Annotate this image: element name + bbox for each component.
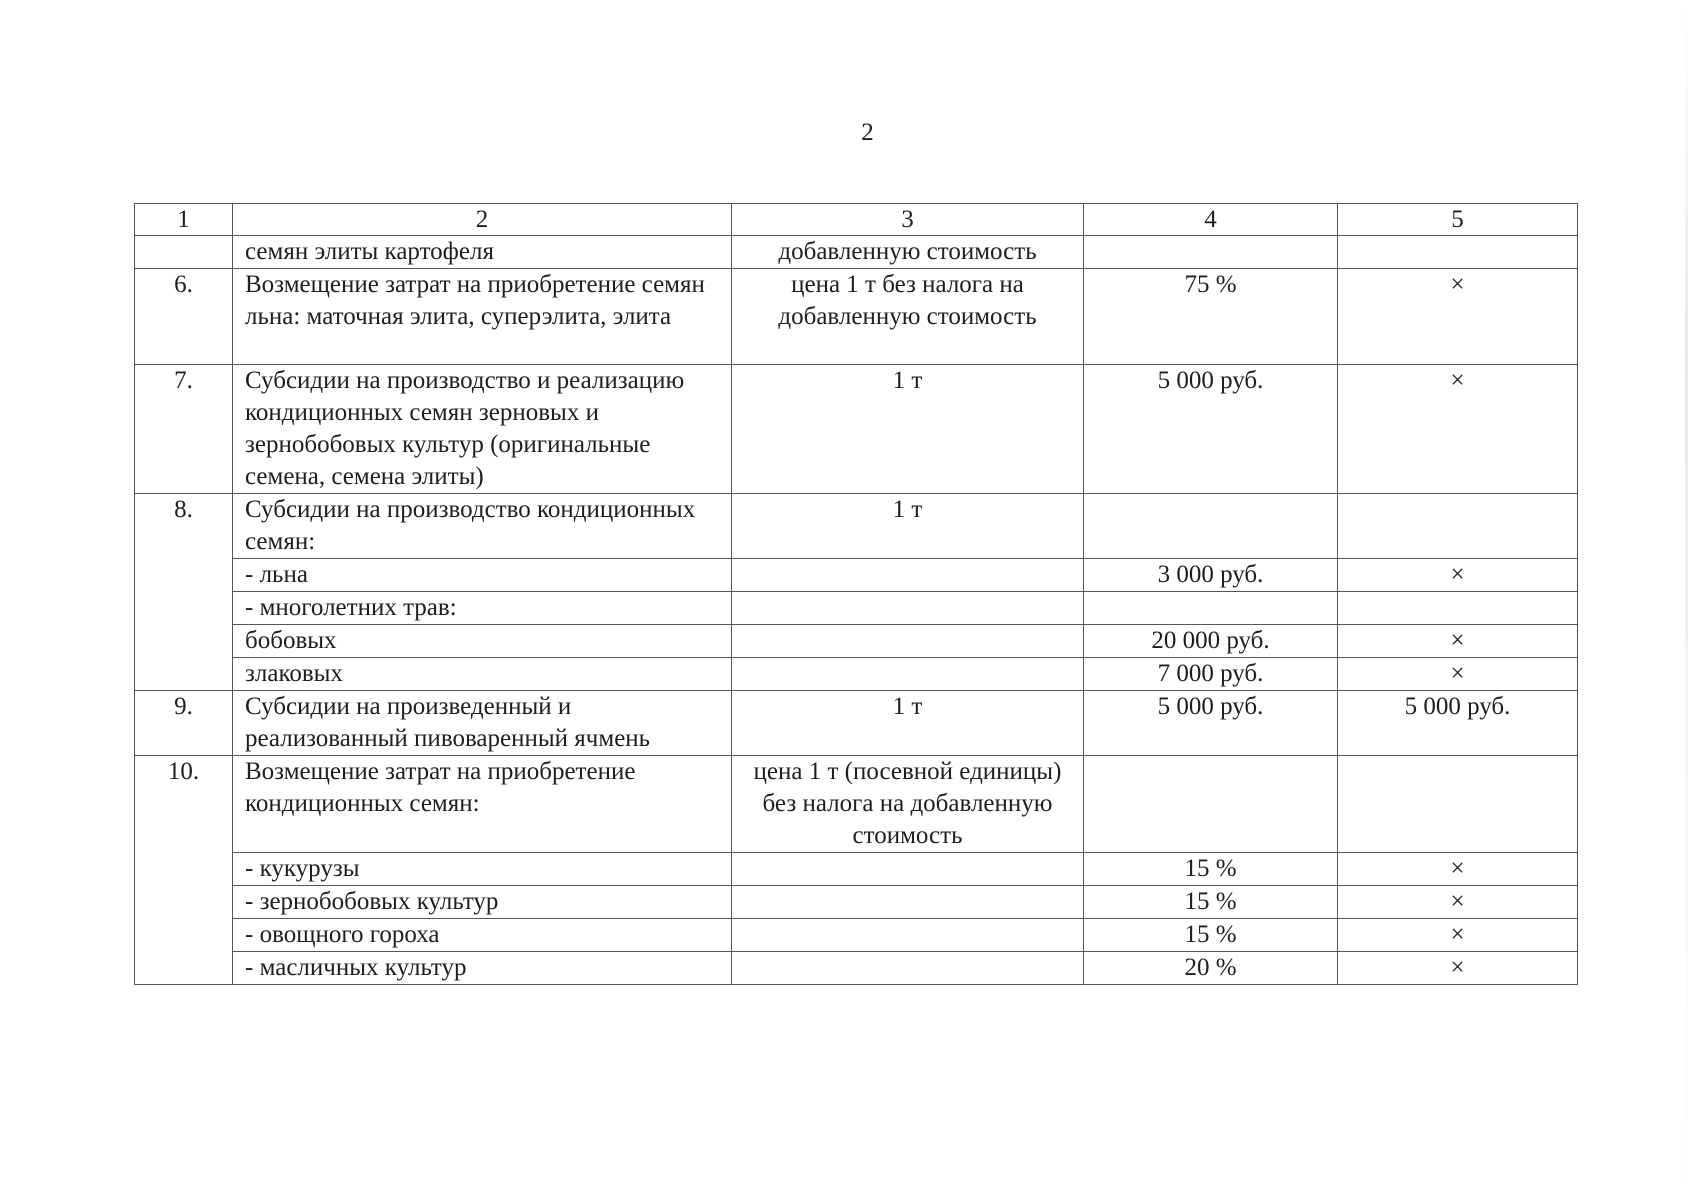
table-row xyxy=(135,559,1578,592)
description-cell: - масличных культур xyxy=(233,952,732,985)
rate-cell xyxy=(1084,592,1338,625)
description-cell: Возмещение затрат на приобретение кондиционных семян: xyxy=(233,756,732,853)
unit-cell xyxy=(732,952,1084,985)
rate-limit-cell: × xyxy=(1338,658,1578,691)
description-cell: семян элиты картофеля xyxy=(233,236,732,269)
description-cell: - кукурузы xyxy=(233,853,732,886)
rate-limit-cell: × xyxy=(1338,559,1578,592)
rate-limit-cell: × xyxy=(1338,365,1578,494)
rate-cell xyxy=(1084,756,1338,853)
rate-cell: 15 % xyxy=(1084,886,1338,919)
rate-limit-cell: 5 000 руб. xyxy=(1338,691,1578,756)
unit-cell xyxy=(732,919,1084,952)
unit-cell xyxy=(732,592,1084,625)
table-row xyxy=(135,625,1578,658)
row-number-cell: 9. xyxy=(135,691,233,756)
header-cell-1: 1 xyxy=(135,204,233,236)
description-cell: Субсидии на производство и реализацию кондиционных семян зерновых и зернобобовых культур (оригинальные семена, семена элиты) xyxy=(233,365,732,494)
rate-limit-cell: × xyxy=(1338,952,1578,985)
unit-cell: 1 т xyxy=(732,494,1084,559)
unit-cell xyxy=(732,559,1084,592)
table-header-row xyxy=(135,204,1578,236)
rate-cell: 7 000 руб. xyxy=(1084,658,1338,691)
rate-cell: 5 000 руб. xyxy=(1084,365,1338,494)
row-number-cell: 6. xyxy=(135,269,233,365)
unit-cell: 1 т xyxy=(732,691,1084,756)
rate-limit-cell: × xyxy=(1338,853,1578,886)
table-row xyxy=(135,919,1578,952)
description-cell: - многолетних трав: xyxy=(233,592,732,625)
unit-cell xyxy=(732,853,1084,886)
rate-cell: 5 000 руб. xyxy=(1084,691,1338,756)
rate-cell xyxy=(1084,494,1338,559)
table-row xyxy=(135,365,1578,494)
unit-cell: 1 т xyxy=(732,365,1084,494)
description-cell: - овощного гороха xyxy=(233,919,732,952)
table-row xyxy=(135,658,1578,691)
rate-cell: 20 000 руб. xyxy=(1084,625,1338,658)
description-cell: - зернобобовых культур xyxy=(233,886,732,919)
row-number-cell: 10. xyxy=(135,756,233,985)
rate-limit-cell: × xyxy=(1338,269,1578,365)
description-cell: Возмещение затрат на приобретение семян льна: маточная элита, суперэлита, элита xyxy=(233,269,732,365)
header-cell-4: 4 xyxy=(1084,204,1338,236)
table-row xyxy=(135,886,1578,919)
rate-cell xyxy=(1084,236,1338,269)
subsidy-table xyxy=(134,203,1578,985)
table-row xyxy=(135,691,1578,756)
page-number: 2 xyxy=(861,119,874,146)
table-row xyxy=(135,756,1578,853)
description-cell: Субсидии на произведенный и реализованный пивоваренный ячмень xyxy=(233,691,732,756)
table-row xyxy=(135,952,1578,985)
table-row xyxy=(135,853,1578,886)
header-cell-3: 3 xyxy=(732,204,1084,236)
description-cell: бобовых xyxy=(233,625,732,658)
unit-cell: цена 1 т без налога на добавленную стоимость xyxy=(732,269,1084,365)
rate-cell: 75 % xyxy=(1084,269,1338,365)
table-row xyxy=(135,269,1578,365)
header-cell-5: 5 xyxy=(1338,204,1578,236)
row-number-cell xyxy=(135,236,233,269)
rate-limit-cell xyxy=(1338,592,1578,625)
description-cell: злаковых xyxy=(233,658,732,691)
unit-cell: цена 1 т (посевной единицы) без налога на добавленную стоимость xyxy=(732,756,1084,853)
unit-cell xyxy=(732,658,1084,691)
rate-limit-cell xyxy=(1338,236,1578,269)
rate-limit-cell: × xyxy=(1338,919,1578,952)
rate-limit-cell: × xyxy=(1338,886,1578,919)
rate-limit-cell xyxy=(1338,756,1578,853)
rate-limit-cell: × xyxy=(1338,625,1578,658)
unit-cell xyxy=(732,625,1084,658)
header-cell-2: 2 xyxy=(233,204,732,236)
rate-cell: 3 000 руб. xyxy=(1084,559,1338,592)
unit-cell: добавленную стоимость xyxy=(732,236,1084,269)
table-row xyxy=(135,592,1578,625)
table-row xyxy=(135,494,1578,559)
row-number-cell: 7. xyxy=(135,365,233,494)
unit-cell xyxy=(732,886,1084,919)
rate-cell: 15 % xyxy=(1084,853,1338,886)
rate-limit-cell xyxy=(1338,494,1578,559)
table-row xyxy=(135,236,1578,269)
rate-cell: 15 % xyxy=(1084,919,1338,952)
row-number-cell: 8. xyxy=(135,494,233,691)
description-cell: Субсидии на производство кондиционных семян: xyxy=(233,494,732,559)
rate-cell: 20 % xyxy=(1084,952,1338,985)
description-cell: - льна xyxy=(233,559,732,592)
